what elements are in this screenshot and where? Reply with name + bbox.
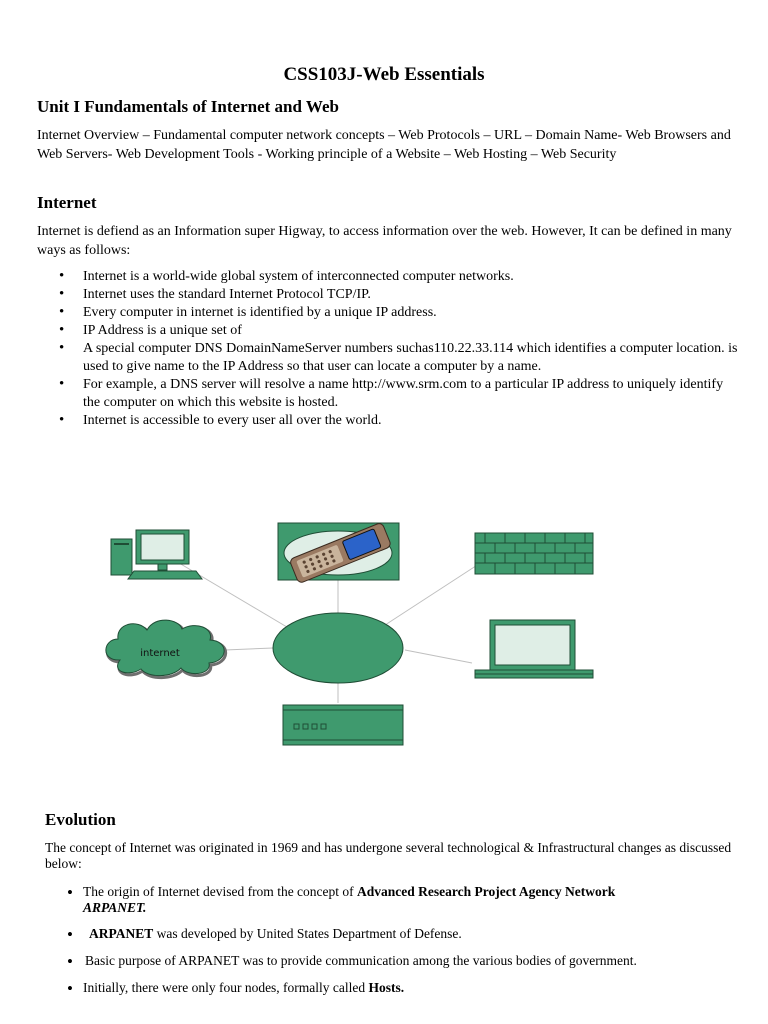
bullet-bold-text: ARPANET (89, 926, 154, 941)
unit-heading: Unit I Fundamentals of Internet and Web (37, 97, 339, 116)
list-item (0, 884, 720, 916)
cloud-label: internet (140, 648, 180, 659)
list-item (0, 953, 720, 969)
list-item: • Every computer in internet is identified by a unique IP address. (0, 304, 740, 322)
bullet-bold-text: Advanced Research Project Agency Network (357, 884, 616, 899)
evolution-heading: Evolution (45, 810, 116, 829)
desktop-computer-icon (111, 530, 202, 579)
internet-intro: Internet is defiend as an Information super Higway, to access information over the web. However, It can be defined in many ways as follows: (37, 224, 732, 258)
list-item: • For example, a DNS server will resolve a name http://www.srm.com to a particular IP address to uniquely identify the computer on which this website is hosted. (0, 376, 740, 412)
page-title: CSS103J-Web Essentials (283, 64, 485, 85)
laptop-icon (475, 620, 593, 678)
bullet-text: The origin of Internet devised from the concept of (83, 884, 358, 899)
list-item (0, 980, 720, 996)
list-item: • Internet is accessible to every user all over the world. (0, 412, 740, 430)
list-item: • Internet is a world-wide global system of interconnected computer networks. (0, 268, 740, 286)
bullet-bold-text: Hosts. (368, 980, 405, 995)
cloud-icon (106, 620, 226, 678)
list-item: • A special computer DNS DomainNameServer numbers suchas110.22.33.114 which identifies a computer location. is used to give name to the IP Address so that user can locate a computer by a name. (0, 340, 740, 376)
list-item: • IP Address is a unique set of (0, 322, 740, 340)
internet-heading: Internet (37, 193, 97, 212)
bullet-text: was developed by United States Department of Defense. (153, 926, 462, 941)
connector (225, 648, 273, 650)
evolution-intro: The concept of Internet was originated in 1969 and has undergone several technological & Infrastructural changes as discussed below: (45, 840, 732, 871)
internet-bullet-list (0, 268, 740, 430)
bullet-bold-italic-text: ARPANET. (83, 900, 147, 915)
connector (405, 650, 472, 663)
bullet-text: Basic purpose of ARPANET was to provide communication among the various bodies of government. (85, 953, 637, 968)
central-hub-node (273, 613, 403, 683)
network-diagram (100, 515, 605, 750)
list-item: • Internet uses the standard Internet Protocol TCP/IP. (0, 286, 740, 304)
list-item (0, 926, 720, 942)
mobile-phone-icon (278, 522, 399, 584)
bullet-text: Initially, there were only four nodes, formally called (83, 980, 369, 995)
unit-topics: Internet Overview – Fundamental computer network concepts – Web Protocols – URL – Domain Name- Web Browsers and Web Servers- Web Development Tools - Working principle of a Website – Web Hosting – Web Security (37, 128, 731, 162)
server-box-icon (283, 705, 403, 745)
firewall-icon (475, 533, 593, 574)
